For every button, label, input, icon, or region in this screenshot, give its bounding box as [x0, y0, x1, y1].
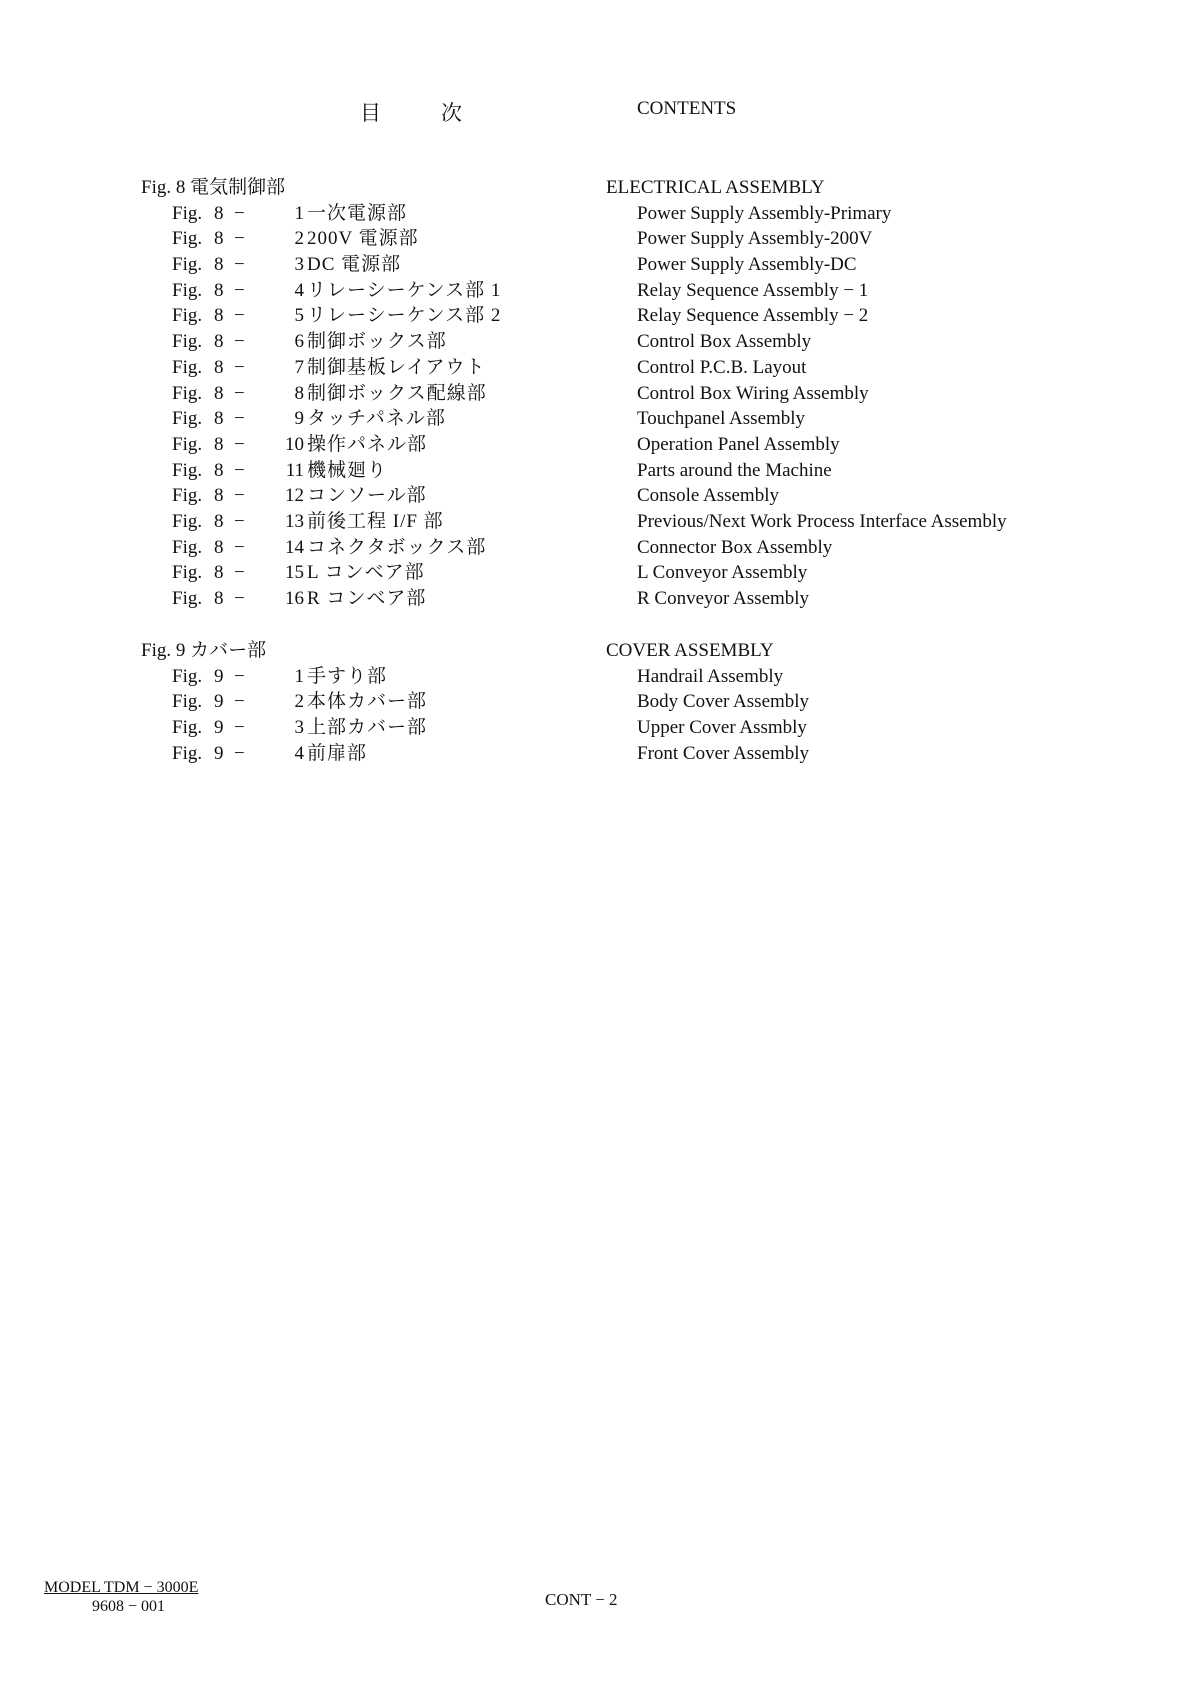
item-number: 2 [294, 228, 304, 250]
title-jp: 制御ボックス部 [307, 331, 447, 353]
toc-entry-jp [141, 252, 561, 278]
dash: − [234, 742, 245, 764]
toc-entry-jp [141, 664, 561, 690]
title-jp: 本体カバー部 [307, 691, 428, 713]
fig-label: Fig. [172, 588, 203, 609]
chapter-number: 8 [214, 485, 224, 507]
fig-label: Fig. [172, 433, 203, 455]
toc-entry-en: Relay Sequence Assembly − 1 [637, 279, 869, 301]
section-electrical-en [606, 175, 1166, 612]
chapter-number: 9 [214, 665, 224, 687]
toc-entry-jp [141, 432, 561, 458]
fig-label: Fig. [172, 691, 203, 713]
chapter-number: 8 [214, 408, 224, 430]
toc-entry-en: R Conveyor Assembly [637, 588, 810, 609]
fig-label: Fig. [172, 331, 203, 353]
item-number: 4 [294, 279, 304, 301]
toc-entry-jp [141, 483, 561, 509]
dash: − [234, 510, 245, 532]
title-jp: 機械廻り [307, 459, 388, 481]
item-number: 3 [294, 717, 304, 739]
item-number: 1 [294, 202, 304, 224]
fig-label: Fig. [172, 717, 203, 739]
item-number: 8 [294, 382, 304, 404]
toc-entry-en: Touchpanel Assembly [637, 408, 806, 430]
toc-entry-jp [141, 201, 561, 227]
dash: − [234, 665, 245, 687]
fig-label: Fig. [172, 382, 203, 404]
chapter-number: 8 [214, 254, 224, 276]
title-jp-2: 次 [441, 101, 462, 125]
toc-entry-en: Front Cover Assembly [637, 742, 810, 764]
chapter-number: 8 [214, 433, 224, 455]
chapter-number: 8 [214, 356, 224, 378]
section-heading-en: COVER ASSEMBLY [606, 640, 774, 661]
chapter-number: 8 [214, 459, 224, 481]
toc-entry-jp [141, 406, 561, 432]
dash: − [234, 691, 245, 713]
chapter-number: 8 [214, 305, 224, 327]
toc-entry-jp [141, 535, 561, 561]
title-jp: 前後工程 I/F 部 [307, 510, 444, 532]
title-jp: 一次電源部 [307, 202, 408, 224]
dash: − [234, 254, 245, 276]
toc-entry-jp [141, 355, 561, 381]
toc-entry-en: Power Supply Assembly-Primary [637, 202, 892, 224]
toc-entry-en: Body Cover Assembly [637, 691, 810, 713]
toc-entry-en: Power Supply Assembly-DC [637, 254, 857, 276]
chapter-number: 9 [214, 717, 224, 739]
chapter-number: 8 [214, 279, 224, 301]
title-jp: リレーシーケンス部 2 [307, 305, 502, 327]
title-jp: 手すり部 [307, 665, 388, 687]
chapter-number: 8 [214, 588, 224, 609]
dash: − [234, 228, 245, 250]
item-number: 6 [294, 331, 304, 353]
toc-entry-jp [141, 689, 561, 715]
section-cover-en [606, 638, 1166, 766]
item-number: 3 [294, 254, 304, 276]
section-heading-en: ELECTRICAL ASSEMBLY [606, 177, 825, 198]
dash: − [234, 536, 245, 558]
dash: − [234, 382, 245, 404]
toc-entry-jp [141, 458, 561, 484]
toc-entry-en: Control P.C.B. Layout [637, 356, 807, 378]
toc-entry-en: Parts around the Machine [637, 459, 832, 481]
toc-entry-jp [141, 509, 561, 535]
title-jp: リレーシーケンス部 1 [307, 279, 502, 301]
dash: − [234, 408, 245, 430]
item-number: 5 [294, 305, 304, 327]
toc-entry-jp [141, 226, 561, 252]
item-number: 14 [285, 536, 304, 558]
dash: − [234, 459, 245, 481]
dash: − [234, 279, 245, 301]
fig-label: Fig. [172, 228, 203, 250]
dash: − [234, 562, 245, 584]
title-jp: L コンベア部 [307, 562, 425, 584]
fig-label: Fig. [172, 279, 203, 301]
toc-entry-jp [141, 741, 561, 767]
toc-entry-jp [141, 303, 561, 329]
title-jp: タッチパネル部 [307, 408, 446, 430]
chapter-number: 8 [214, 536, 224, 558]
fig-label: Fig. [172, 665, 203, 687]
title-en: CONTENTS [637, 98, 737, 119]
item-number: 9 [294, 408, 304, 430]
fig-label: Fig. [172, 305, 203, 327]
toc-entry-jp [141, 560, 561, 586]
dash: − [234, 485, 245, 507]
toc-entry-en: Control Box Assembly [637, 331, 812, 353]
chapter-number: 8 [214, 331, 224, 353]
fig-label: Fig. [172, 510, 203, 532]
toc-entry-en: Power Supply Assembly-200V [637, 228, 873, 250]
fig-label: Fig. [172, 408, 203, 430]
section-heading-jp: Fig. 9 カバー部 [141, 640, 267, 661]
item-number: 13 [285, 510, 304, 532]
item-number: 16 [285, 588, 304, 609]
footer-model: MODEL TDM − 3000E [44, 1579, 199, 1596]
toc-entry-jp [141, 586, 561, 612]
toc-entry-en: Console Assembly [637, 485, 779, 507]
item-number: 15 [285, 562, 304, 584]
toc-entry-en: Connector Box Assembly [637, 536, 833, 558]
title-jp: 前扉部 [307, 742, 368, 764]
section-electrical-jp [141, 175, 561, 612]
chapter-number: 8 [214, 562, 224, 584]
title-jp: コネクタボックス部 [307, 536, 487, 558]
footer-code: 9608 − 001 [92, 1598, 166, 1615]
fig-label: Fig. [172, 562, 203, 584]
page-number: CONT − 2 [545, 1590, 618, 1609]
chapter-number: 9 [214, 742, 224, 764]
fig-label: Fig. [172, 459, 203, 481]
toc-entry-en: Previous/Next Work Process Interface Assembly [637, 510, 1007, 532]
toc-entry-en: Handrail Assembly [637, 665, 784, 687]
fig-label: Fig. [172, 202, 203, 224]
section-cover-jp [141, 638, 561, 766]
fig-label: Fig. [172, 254, 203, 276]
chapter-number: 8 [214, 202, 224, 224]
item-number: 11 [285, 459, 304, 481]
fig-label: Fig. [172, 356, 203, 378]
item-number: 7 [294, 356, 304, 378]
dash: − [234, 588, 245, 609]
dash: − [234, 202, 245, 224]
dash: − [234, 356, 245, 378]
title-jp: 操作パネル部 [307, 433, 428, 455]
title-jp: 上部カバー部 [307, 717, 428, 739]
dash: − [234, 717, 245, 739]
toc-entry-jp [141, 381, 561, 407]
toc-entry-en: Upper Cover Assmbly [637, 717, 807, 739]
chapter-number: 8 [214, 510, 224, 532]
section-heading-jp: Fig. 8 電気制御部 [141, 177, 286, 198]
item-number: 4 [294, 742, 304, 764]
toc-entry-en: L Conveyor Assembly [637, 562, 808, 584]
dash: − [234, 305, 245, 327]
toc-entry-jp [141, 278, 561, 304]
toc-entry-en: Relay Sequence Assembly − 2 [637, 305, 869, 327]
title-jp: DC 電源部 [307, 254, 402, 276]
fig-label: Fig. [172, 742, 203, 764]
dash: − [234, 331, 245, 353]
title-jp: 200V 電源部 [307, 228, 419, 250]
toc-entry-jp [141, 329, 561, 355]
title-jp: 制御ボックス配線部 [307, 382, 487, 404]
title-jp: コンソール部 [307, 485, 427, 507]
title-jp: R コンベア部 [307, 588, 427, 609]
item-number: 10 [285, 433, 304, 455]
fig-label: Fig. [172, 536, 203, 558]
chapter-number: 8 [214, 382, 224, 404]
chapter-number: 8 [214, 228, 224, 250]
fig-label: Fig. [172, 485, 203, 507]
item-number: 1 [294, 665, 304, 687]
title-jp-1: 目 [360, 101, 381, 125]
toc-entry-jp [141, 715, 561, 741]
item-number: 2 [294, 691, 304, 713]
chapter-number: 9 [214, 691, 224, 713]
dash: − [234, 433, 245, 455]
toc-entry-en: Operation Panel Assembly [637, 433, 840, 455]
item-number: 12 [285, 485, 304, 507]
title-jp: 制御基板レイアウト [307, 356, 486, 378]
toc-entry-en: Control Box Wiring Assembly [637, 382, 869, 404]
